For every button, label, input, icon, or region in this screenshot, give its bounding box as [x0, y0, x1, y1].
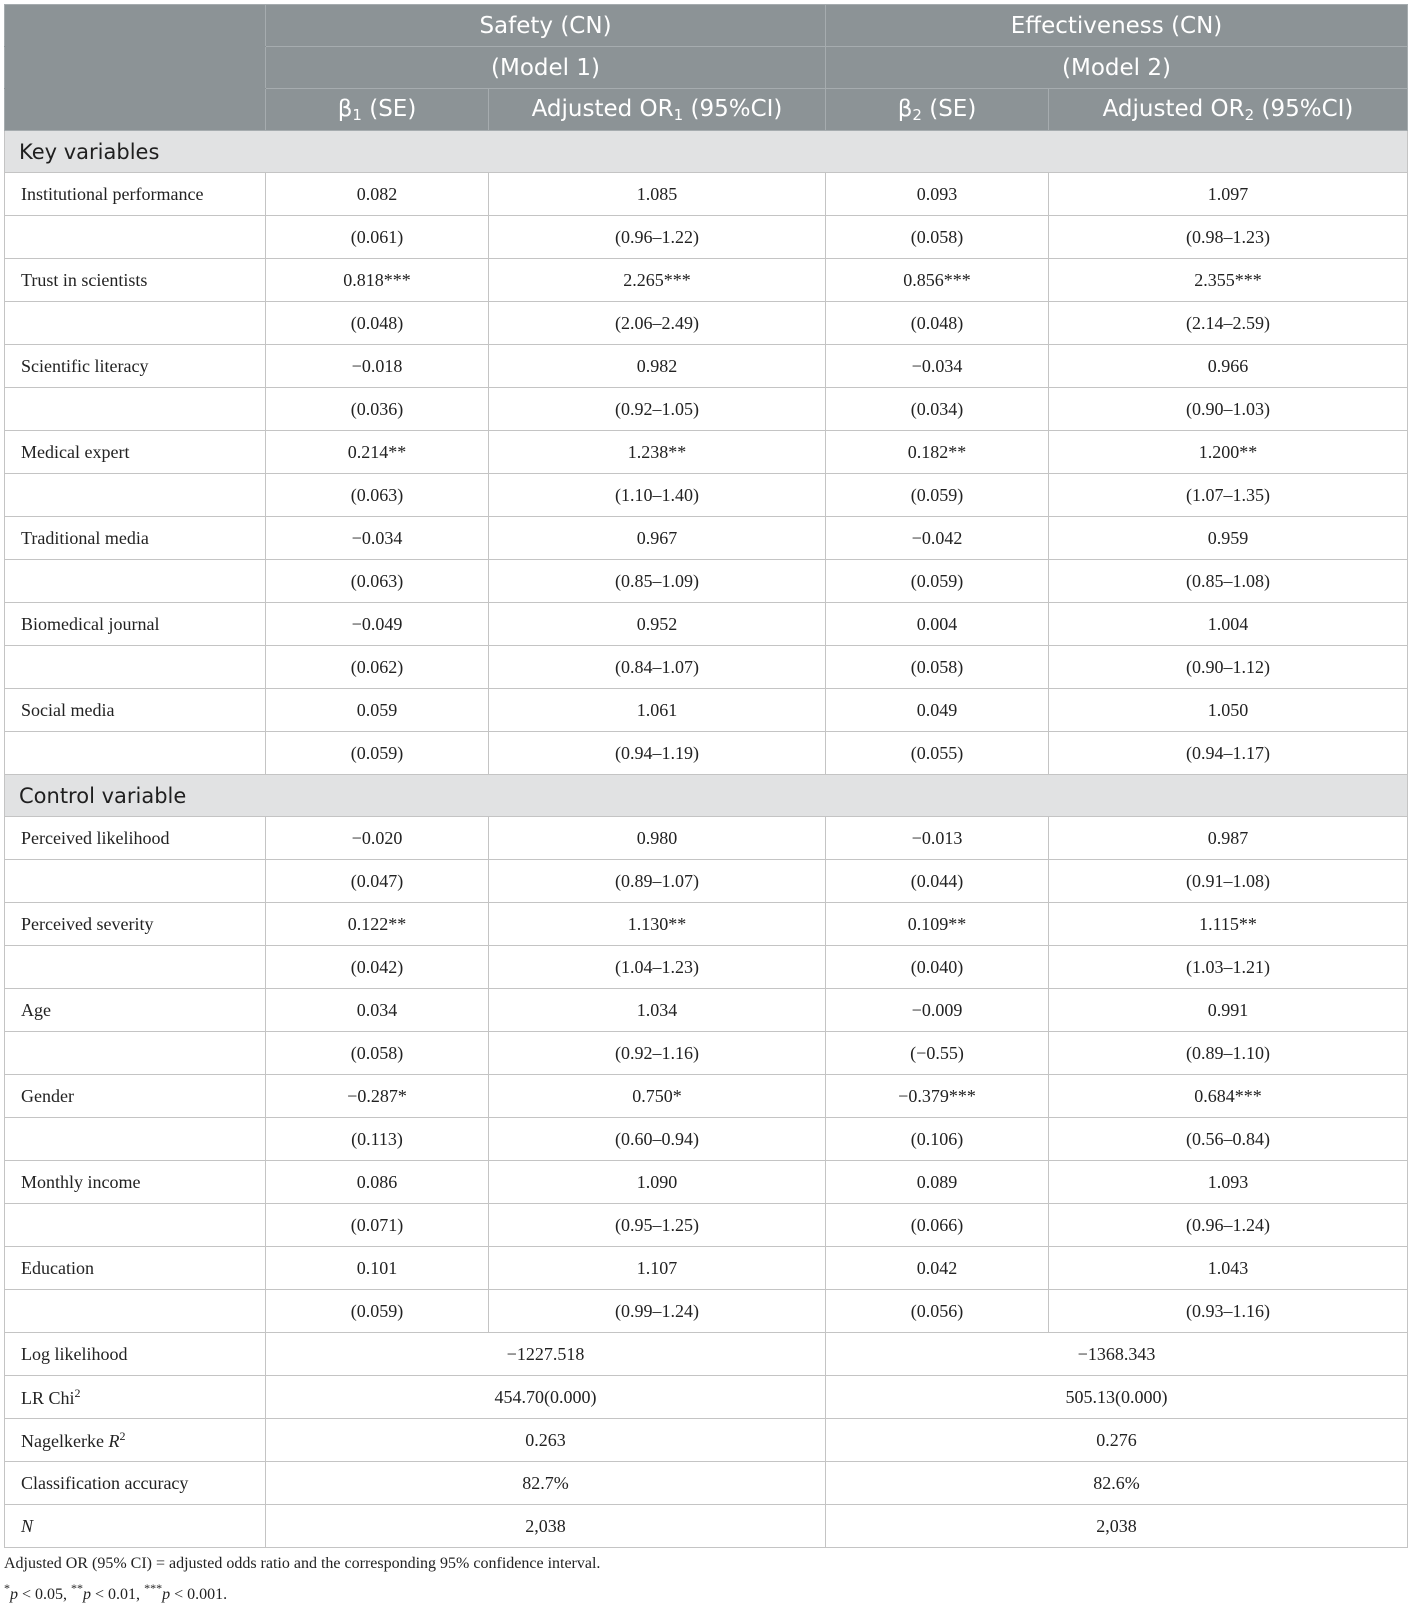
- se1-cell: (0.036): [266, 388, 489, 431]
- table-row-secondary: [5, 646, 1408, 689]
- se2-cell: (0.059): [826, 560, 1049, 603]
- beta2-cell: 0.042: [826, 1247, 1049, 1290]
- ci1-cell: (0.95–1.25): [489, 1204, 826, 1247]
- ci2-cell: (1.03–1.21): [1049, 946, 1408, 989]
- summary-label: Log likelihood: [5, 1333, 266, 1376]
- section-label: Key variables: [5, 131, 1408, 173]
- or2-cell: 1.097: [1049, 173, 1408, 216]
- table-row: [5, 1075, 1408, 1118]
- model2-summary-value: 2,038: [826, 1505, 1408, 1548]
- ci2-cell: (0.85–1.08): [1049, 560, 1408, 603]
- table-row: [5, 1247, 1408, 1290]
- table-row-secondary: [5, 946, 1408, 989]
- model2-summary-value: 82.6%: [826, 1462, 1408, 1505]
- table-body: [5, 131, 1408, 1548]
- empty-label-cell: [5, 732, 266, 775]
- beta1-cell: −0.049: [266, 603, 489, 646]
- beta2-cell: −0.379***: [826, 1075, 1049, 1118]
- ci2-cell: (0.93–1.16): [1049, 1290, 1408, 1333]
- se2-cell: (0.066): [826, 1204, 1049, 1247]
- table-row-secondary: [5, 1032, 1408, 1075]
- variable-label: Age: [5, 989, 266, 1032]
- table-row-secondary: [5, 388, 1408, 431]
- summary-row: [5, 1505, 1408, 1548]
- empty-label-cell: [5, 560, 266, 603]
- table-row: [5, 903, 1408, 946]
- model2-summary-value: −1368.343: [826, 1333, 1408, 1376]
- table-row: [5, 259, 1408, 302]
- or1-cell: 1.061: [489, 689, 826, 732]
- se1-cell: (0.063): [266, 560, 489, 603]
- se2-cell: (0.040): [826, 946, 1049, 989]
- empty-label-cell: [5, 860, 266, 903]
- or1-cell: 2.265***: [489, 259, 826, 302]
- table-row: [5, 173, 1408, 216]
- se2-cell: (0.058): [826, 216, 1049, 259]
- se1-cell: (0.063): [266, 474, 489, 517]
- or2-cell: 0.684***: [1049, 1075, 1408, 1118]
- summary-label: N: [5, 1505, 266, 1548]
- ci1-cell: (2.06–2.49): [489, 302, 826, 345]
- ci2-cell: (1.07–1.35): [1049, 474, 1408, 517]
- or1-cell: 0.980: [489, 817, 826, 860]
- variable-label: Monthly income: [5, 1161, 266, 1204]
- table-row-secondary: [5, 1118, 1408, 1161]
- footnote-abbreviation: Adjusted OR (95% CI) = adjusted odds ratio and the corresponding 95% confidence interval.: [4, 1555, 601, 1572]
- or1-cell: 0.982: [489, 345, 826, 388]
- footnote-significance: *p < 0.05, **p < 0.01, ***p < 0.001.: [4, 1581, 228, 1603]
- or1-cell: 1.034: [489, 989, 826, 1032]
- beta1-cell: −0.020: [266, 817, 489, 860]
- summary-label: Classification accuracy: [5, 1462, 266, 1505]
- or2-cell: 2.355***: [1049, 259, 1408, 302]
- table-row-secondary: [5, 474, 1408, 517]
- col-header-beta1: $\beta_1$ (SE): [266, 89, 489, 131]
- beta2-cell: −0.013: [826, 817, 1049, 860]
- empty-label-cell: [5, 946, 266, 989]
- se2-cell: (0.044): [826, 860, 1049, 903]
- ci1-cell: (1.04–1.23): [489, 946, 826, 989]
- section-key-variables: [5, 131, 1408, 173]
- empty-label-cell: [5, 216, 266, 259]
- or2-cell: 1.043: [1049, 1247, 1408, 1290]
- beta2-cell: 0.856***: [826, 259, 1049, 302]
- ci1-cell: (0.85–1.09): [489, 560, 826, 603]
- or2-cell: 0.966: [1049, 345, 1408, 388]
- table-row-secondary: [5, 732, 1408, 775]
- table-row-secondary: [5, 860, 1408, 903]
- ci1-cell: (0.60–0.94): [489, 1118, 826, 1161]
- or1-cell: 0.750*: [489, 1075, 826, 1118]
- table-row: [5, 1161, 1408, 1204]
- summary-label: Nagelkerke $R^2$: [5, 1419, 266, 1462]
- ci1-cell: (1.10–1.40): [489, 474, 826, 517]
- col-header-beta2: $\beta_2$ (SE): [826, 89, 1049, 131]
- table-row-secondary: [5, 216, 1408, 259]
- ci2-cell: (0.91–1.08): [1049, 860, 1408, 903]
- ci2-cell: (0.94–1.17): [1049, 732, 1408, 775]
- variable-label: Gender: [5, 1075, 266, 1118]
- regression-table-container: [4, 4, 1407, 1548]
- beta1-cell: 0.059: [266, 689, 489, 732]
- or1-cell: 1.107: [489, 1247, 826, 1290]
- col-header-or2: Adjusted $OR_2$ (95%CI): [1049, 89, 1408, 131]
- or1-cell: 0.952: [489, 603, 826, 646]
- ci2-cell: (0.96–1.24): [1049, 1204, 1408, 1247]
- summary-row: [5, 1419, 1408, 1462]
- empty-label-cell: [5, 302, 266, 345]
- se2-cell: (0.056): [826, 1290, 1049, 1333]
- beta1-cell: 0.086: [266, 1161, 489, 1204]
- or2-cell: 0.991: [1049, 989, 1408, 1032]
- se2-cell: (0.059): [826, 474, 1049, 517]
- beta1-cell: 0.122**: [266, 903, 489, 946]
- summary-row: [5, 1376, 1408, 1419]
- or1-cell: 1.085: [489, 173, 826, 216]
- variable-label: Scientific literacy: [5, 345, 266, 388]
- beta2-cell: 0.093: [826, 173, 1049, 216]
- or1-cell: 1.130**: [489, 903, 826, 946]
- variable-label: Medical expert: [5, 431, 266, 474]
- se1-cell: (0.061): [266, 216, 489, 259]
- or1-cell: 1.090: [489, 1161, 826, 1204]
- variable-label: Trust in scientists: [5, 259, 266, 302]
- header-blank-cell: [5, 5, 266, 47]
- ci1-cell: (0.92–1.05): [489, 388, 826, 431]
- or2-cell: 1.200**: [1049, 431, 1408, 474]
- section-label: Control variable: [5, 775, 1408, 817]
- header-blank-cell: [5, 89, 266, 131]
- table-header: [5, 5, 1408, 131]
- se1-cell: (0.059): [266, 732, 489, 775]
- or1-cell: 1.238**: [489, 431, 826, 474]
- regression-table: [4, 4, 1408, 1548]
- table-row: [5, 431, 1408, 474]
- ci1-cell: (0.89–1.07): [489, 860, 826, 903]
- table-row: [5, 817, 1408, 860]
- model1-summary-value: 454.70(0.000): [266, 1376, 826, 1419]
- variable-label: Education: [5, 1247, 266, 1290]
- ci1-cell: (0.94–1.19): [489, 732, 826, 775]
- se2-cell: (0.106): [826, 1118, 1049, 1161]
- or2-cell: 1.115**: [1049, 903, 1408, 946]
- ci2-cell: (0.90–1.03): [1049, 388, 1408, 431]
- model2-summary-value: 0.276: [826, 1419, 1408, 1462]
- table-row-secondary: [5, 1290, 1408, 1333]
- variable-label: Perceived likelihood: [5, 817, 266, 860]
- ci1-cell: (0.92–1.16): [489, 1032, 826, 1075]
- beta1-cell: 0.101: [266, 1247, 489, 1290]
- empty-label-cell: [5, 646, 266, 689]
- se1-cell: (0.113): [266, 1118, 489, 1161]
- beta2-cell: 0.004: [826, 603, 1049, 646]
- beta1-cell: −0.034: [266, 517, 489, 560]
- table-row-secondary: [5, 302, 1408, 345]
- or2-cell: 1.093: [1049, 1161, 1408, 1204]
- beta2-cell: −0.009: [826, 989, 1049, 1032]
- se2-cell: (0.034): [826, 388, 1049, 431]
- beta2-cell: 0.109**: [826, 903, 1049, 946]
- se1-cell: (0.047): [266, 860, 489, 903]
- model2-title: Effectiveness (CN): [826, 5, 1408, 47]
- se1-cell: (0.062): [266, 646, 489, 689]
- beta2-cell: −0.034: [826, 345, 1049, 388]
- empty-label-cell: [5, 1204, 266, 1247]
- or2-cell: 0.987: [1049, 817, 1408, 860]
- model1-summary-value: 2,038: [266, 1505, 826, 1548]
- section-control-variable: [5, 775, 1408, 817]
- ci1-cell: (0.96–1.22): [489, 216, 826, 259]
- col-header-or1: Adjusted $OR_1$ (95%CI): [489, 89, 826, 131]
- or2-cell: 0.959: [1049, 517, 1408, 560]
- se2-cell: (0.055): [826, 732, 1049, 775]
- header-blank-cell: [5, 47, 266, 89]
- or2-cell: 1.004: [1049, 603, 1408, 646]
- summary-label: LR Chi$^2$: [5, 1376, 266, 1419]
- table-row: [5, 603, 1408, 646]
- se1-cell: (0.058): [266, 1032, 489, 1075]
- beta1-cell: −0.018: [266, 345, 489, 388]
- beta2-cell: 0.182**: [826, 431, 1049, 474]
- empty-label-cell: [5, 388, 266, 431]
- table-footnotes: [4, 1552, 1404, 1607]
- table-row-secondary: [5, 560, 1408, 603]
- or1-cell: 0.967: [489, 517, 826, 560]
- beta2-cell: −0.042: [826, 517, 1049, 560]
- variable-label: Biomedical journal: [5, 603, 266, 646]
- beta1-cell: 0.082: [266, 173, 489, 216]
- variable-label: Traditional media: [5, 517, 266, 560]
- beta1-cell: 0.034: [266, 989, 489, 1032]
- empty-label-cell: [5, 474, 266, 517]
- ci2-cell: (0.56–0.84): [1049, 1118, 1408, 1161]
- se2-cell: (0.058): [826, 646, 1049, 689]
- model1-summary-value: −1227.518: [266, 1333, 826, 1376]
- variable-label: Institutional performance: [5, 173, 266, 216]
- se1-cell: (0.059): [266, 1290, 489, 1333]
- ci2-cell: (0.90–1.12): [1049, 646, 1408, 689]
- table-row: [5, 689, 1408, 732]
- ci1-cell: (0.84–1.07): [489, 646, 826, 689]
- model1-summary-value: 0.263: [266, 1419, 826, 1462]
- beta2-cell: 0.089: [826, 1161, 1049, 1204]
- empty-label-cell: [5, 1118, 266, 1161]
- variable-label: Social media: [5, 689, 266, 732]
- table-row: [5, 517, 1408, 560]
- empty-label-cell: [5, 1290, 266, 1333]
- beta2-cell: 0.049: [826, 689, 1049, 732]
- model1-title: Safety (CN): [266, 5, 826, 47]
- se1-cell: (0.048): [266, 302, 489, 345]
- se2-cell: (−0.55): [826, 1032, 1049, 1075]
- summary-row: [5, 1333, 1408, 1376]
- ci2-cell: (0.98–1.23): [1049, 216, 1408, 259]
- table-row-secondary: [5, 1204, 1408, 1247]
- beta1-cell: 0.214**: [266, 431, 489, 474]
- model2-subtitle: (Model 2): [826, 47, 1408, 89]
- ci2-cell: (0.89–1.10): [1049, 1032, 1408, 1075]
- empty-label-cell: [5, 1032, 266, 1075]
- or2-cell: 1.050: [1049, 689, 1408, 732]
- ci2-cell: (2.14–2.59): [1049, 302, 1408, 345]
- model2-summary-value: 505.13(0.000): [826, 1376, 1408, 1419]
- model1-subtitle: (Model 1): [266, 47, 826, 89]
- variable-label: Perceived severity: [5, 903, 266, 946]
- ci1-cell: (0.99–1.24): [489, 1290, 826, 1333]
- table-row: [5, 989, 1408, 1032]
- se2-cell: (0.048): [826, 302, 1049, 345]
- se1-cell: (0.042): [266, 946, 489, 989]
- summary-row: [5, 1462, 1408, 1505]
- beta1-cell: 0.818***: [266, 259, 489, 302]
- model1-summary-value: 82.7%: [266, 1462, 826, 1505]
- beta1-cell: −0.287*: [266, 1075, 489, 1118]
- se1-cell: (0.071): [266, 1204, 489, 1247]
- table-row: [5, 345, 1408, 388]
